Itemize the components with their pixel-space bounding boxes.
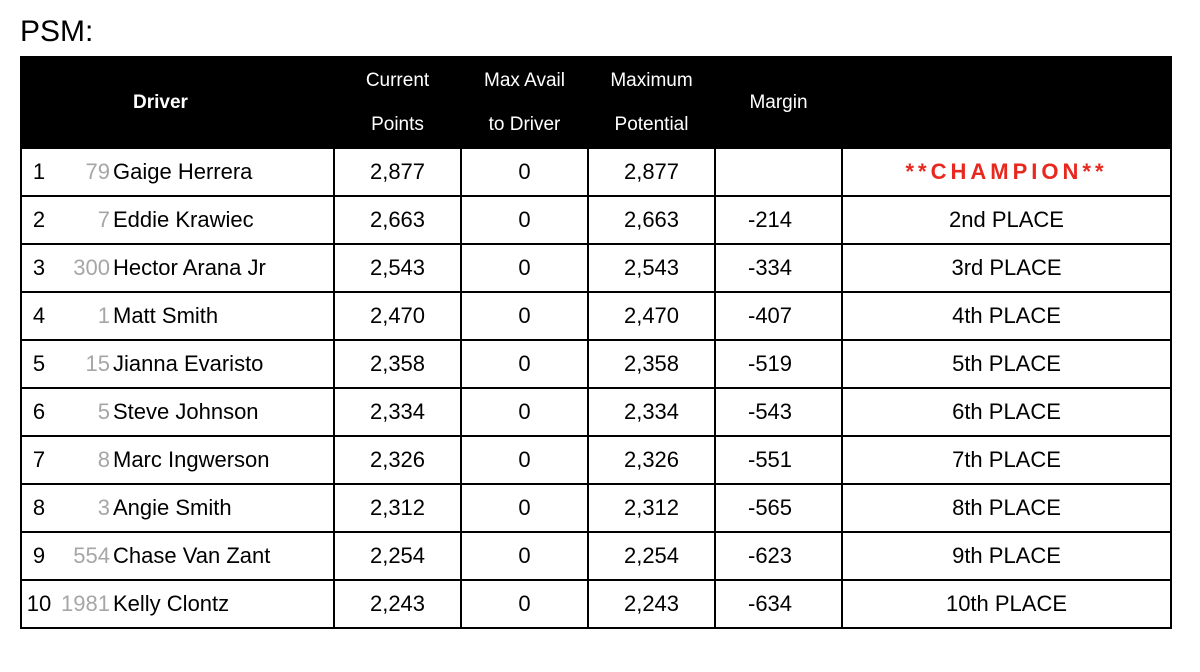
current-points-cell: 2,326 [334, 436, 461, 484]
page-title: PSM: [20, 15, 94, 48]
table-header [21, 57, 1171, 148]
header-max-potential: Maximum Potential [588, 57, 715, 148]
driver-cell [21, 388, 334, 436]
driver-cell [21, 532, 334, 580]
car-number: 1981 [61, 591, 110, 616]
driver-cell [21, 580, 334, 628]
table-row [21, 484, 1171, 532]
driver-cell [21, 196, 334, 244]
current-points-cell: 2,543 [334, 244, 461, 292]
max-potential-cell: 2,243 [588, 580, 715, 628]
car-number: 3 [97, 495, 110, 520]
margin-cell: -565 [715, 484, 842, 532]
driver-name: Kelly Clontz [113, 591, 230, 616]
position-number: 5 [32, 351, 46, 376]
current-points-cell: 2,334 [334, 388, 461, 436]
max-potential-cell: 2,358 [588, 340, 715, 388]
driver-name: Steve Johnson [113, 399, 259, 424]
car-number: 7 [97, 207, 110, 232]
max-potential-cell: 2,254 [588, 532, 715, 580]
current-points-cell: 2,470 [334, 292, 461, 340]
driver-cell [21, 292, 334, 340]
car-number: 5 [97, 399, 110, 424]
table-row [21, 292, 1171, 340]
status-cell: 5th PLACE [842, 340, 1171, 388]
driver-cell [21, 436, 334, 484]
driver-name: Marc Ingwerson [113, 447, 270, 472]
max-avail-cell: 0 [461, 148, 588, 196]
max-avail-cell: 0 [461, 580, 588, 628]
driver-cell [21, 148, 334, 196]
table-body [21, 148, 1171, 628]
max-potential-cell: 2,470 [588, 292, 715, 340]
max-avail-cell: 0 [461, 244, 588, 292]
margin-cell: -623 [715, 532, 842, 580]
table-row [21, 340, 1171, 388]
position-number: 4 [32, 303, 46, 328]
max-avail-cell: 0 [461, 292, 588, 340]
current-points-cell: 2,358 [334, 340, 461, 388]
position-number: 9 [32, 543, 46, 568]
header-driver: Driver [21, 57, 334, 148]
max-potential-cell: 2,877 [588, 148, 715, 196]
driver-cell [21, 244, 334, 292]
header-max-avail: Max Avail to Driver [461, 57, 588, 148]
driver-name: Gaige Herrera [113, 159, 253, 184]
current-points-cell: 2,243 [334, 580, 461, 628]
header-row [21, 57, 1171, 148]
driver-name: Hector Arana Jr [113, 255, 266, 280]
status-cell: 8th PLACE [842, 484, 1171, 532]
position-number: 6 [32, 399, 46, 424]
max-avail-cell: 0 [461, 436, 588, 484]
driver-cell [21, 484, 334, 532]
position-number: 10 [26, 591, 52, 616]
margin-cell: -214 [715, 196, 842, 244]
max-avail-cell: 0 [461, 196, 588, 244]
max-potential-cell: 2,312 [588, 484, 715, 532]
table-row [21, 244, 1171, 292]
status-cell: 10th PLACE [842, 580, 1171, 628]
header-margin: Margin [715, 57, 842, 148]
status-cell: 3rd PLACE [842, 244, 1171, 292]
max-avail-cell: 0 [461, 532, 588, 580]
position-number: 8 [32, 495, 46, 520]
current-points-cell: 2,312 [334, 484, 461, 532]
table-row [21, 436, 1171, 484]
status-cell: 9th PLACE [842, 532, 1171, 580]
table-row [21, 580, 1171, 628]
driver-name: Jianna Evaristo [113, 351, 264, 376]
driver-cell [21, 340, 334, 388]
max-avail-cell: 0 [461, 484, 588, 532]
margin-cell: -519 [715, 340, 842, 388]
max-avail-cell: 0 [461, 388, 588, 436]
car-number: 1 [97, 303, 110, 328]
current-points-cell: 2,254 [334, 532, 461, 580]
position-number: 3 [32, 255, 46, 280]
header-status [842, 57, 1171, 148]
margin-cell [715, 148, 842, 196]
current-points-cell: 2,663 [334, 196, 461, 244]
driver-name: Chase Van Zant [113, 543, 271, 568]
position-number: 2 [32, 207, 46, 232]
position-number: 7 [32, 447, 46, 472]
margin-cell: -551 [715, 436, 842, 484]
status-cell: 2nd PLACE [842, 196, 1171, 244]
margin-cell: -334 [715, 244, 842, 292]
margin-cell: -543 [715, 388, 842, 436]
car-number: 554 [73, 543, 110, 568]
max-potential-cell: 2,326 [588, 436, 715, 484]
status-cell: 4th PLACE [842, 292, 1171, 340]
margin-cell: -634 [715, 580, 842, 628]
car-number: 79 [85, 159, 110, 184]
driver-name: Matt Smith [113, 303, 219, 328]
max-potential-cell: 2,334 [588, 388, 715, 436]
max-potential-cell: 2,663 [588, 196, 715, 244]
current-points-cell: 2,877 [334, 148, 461, 196]
position-number: 1 [32, 159, 46, 184]
car-number: 8 [97, 447, 110, 472]
status-cell: 6th PLACE [842, 388, 1171, 436]
standings-table [20, 56, 1172, 629]
table-row [21, 196, 1171, 244]
table-row [21, 388, 1171, 436]
champion-badge: **CHAMPION** [842, 148, 1171, 196]
table-row [21, 532, 1171, 580]
status-cell: 7th PLACE [842, 436, 1171, 484]
car-number: 300 [73, 255, 110, 280]
max-potential-cell: 2,543 [588, 244, 715, 292]
driver-name: Eddie Krawiec [113, 207, 254, 232]
max-avail-cell: 0 [461, 340, 588, 388]
driver-name: Angie Smith [113, 495, 232, 520]
table-row [21, 148, 1171, 196]
margin-cell: -407 [715, 292, 842, 340]
header-current-points: Current Points [334, 57, 461, 148]
car-number: 15 [85, 351, 110, 376]
